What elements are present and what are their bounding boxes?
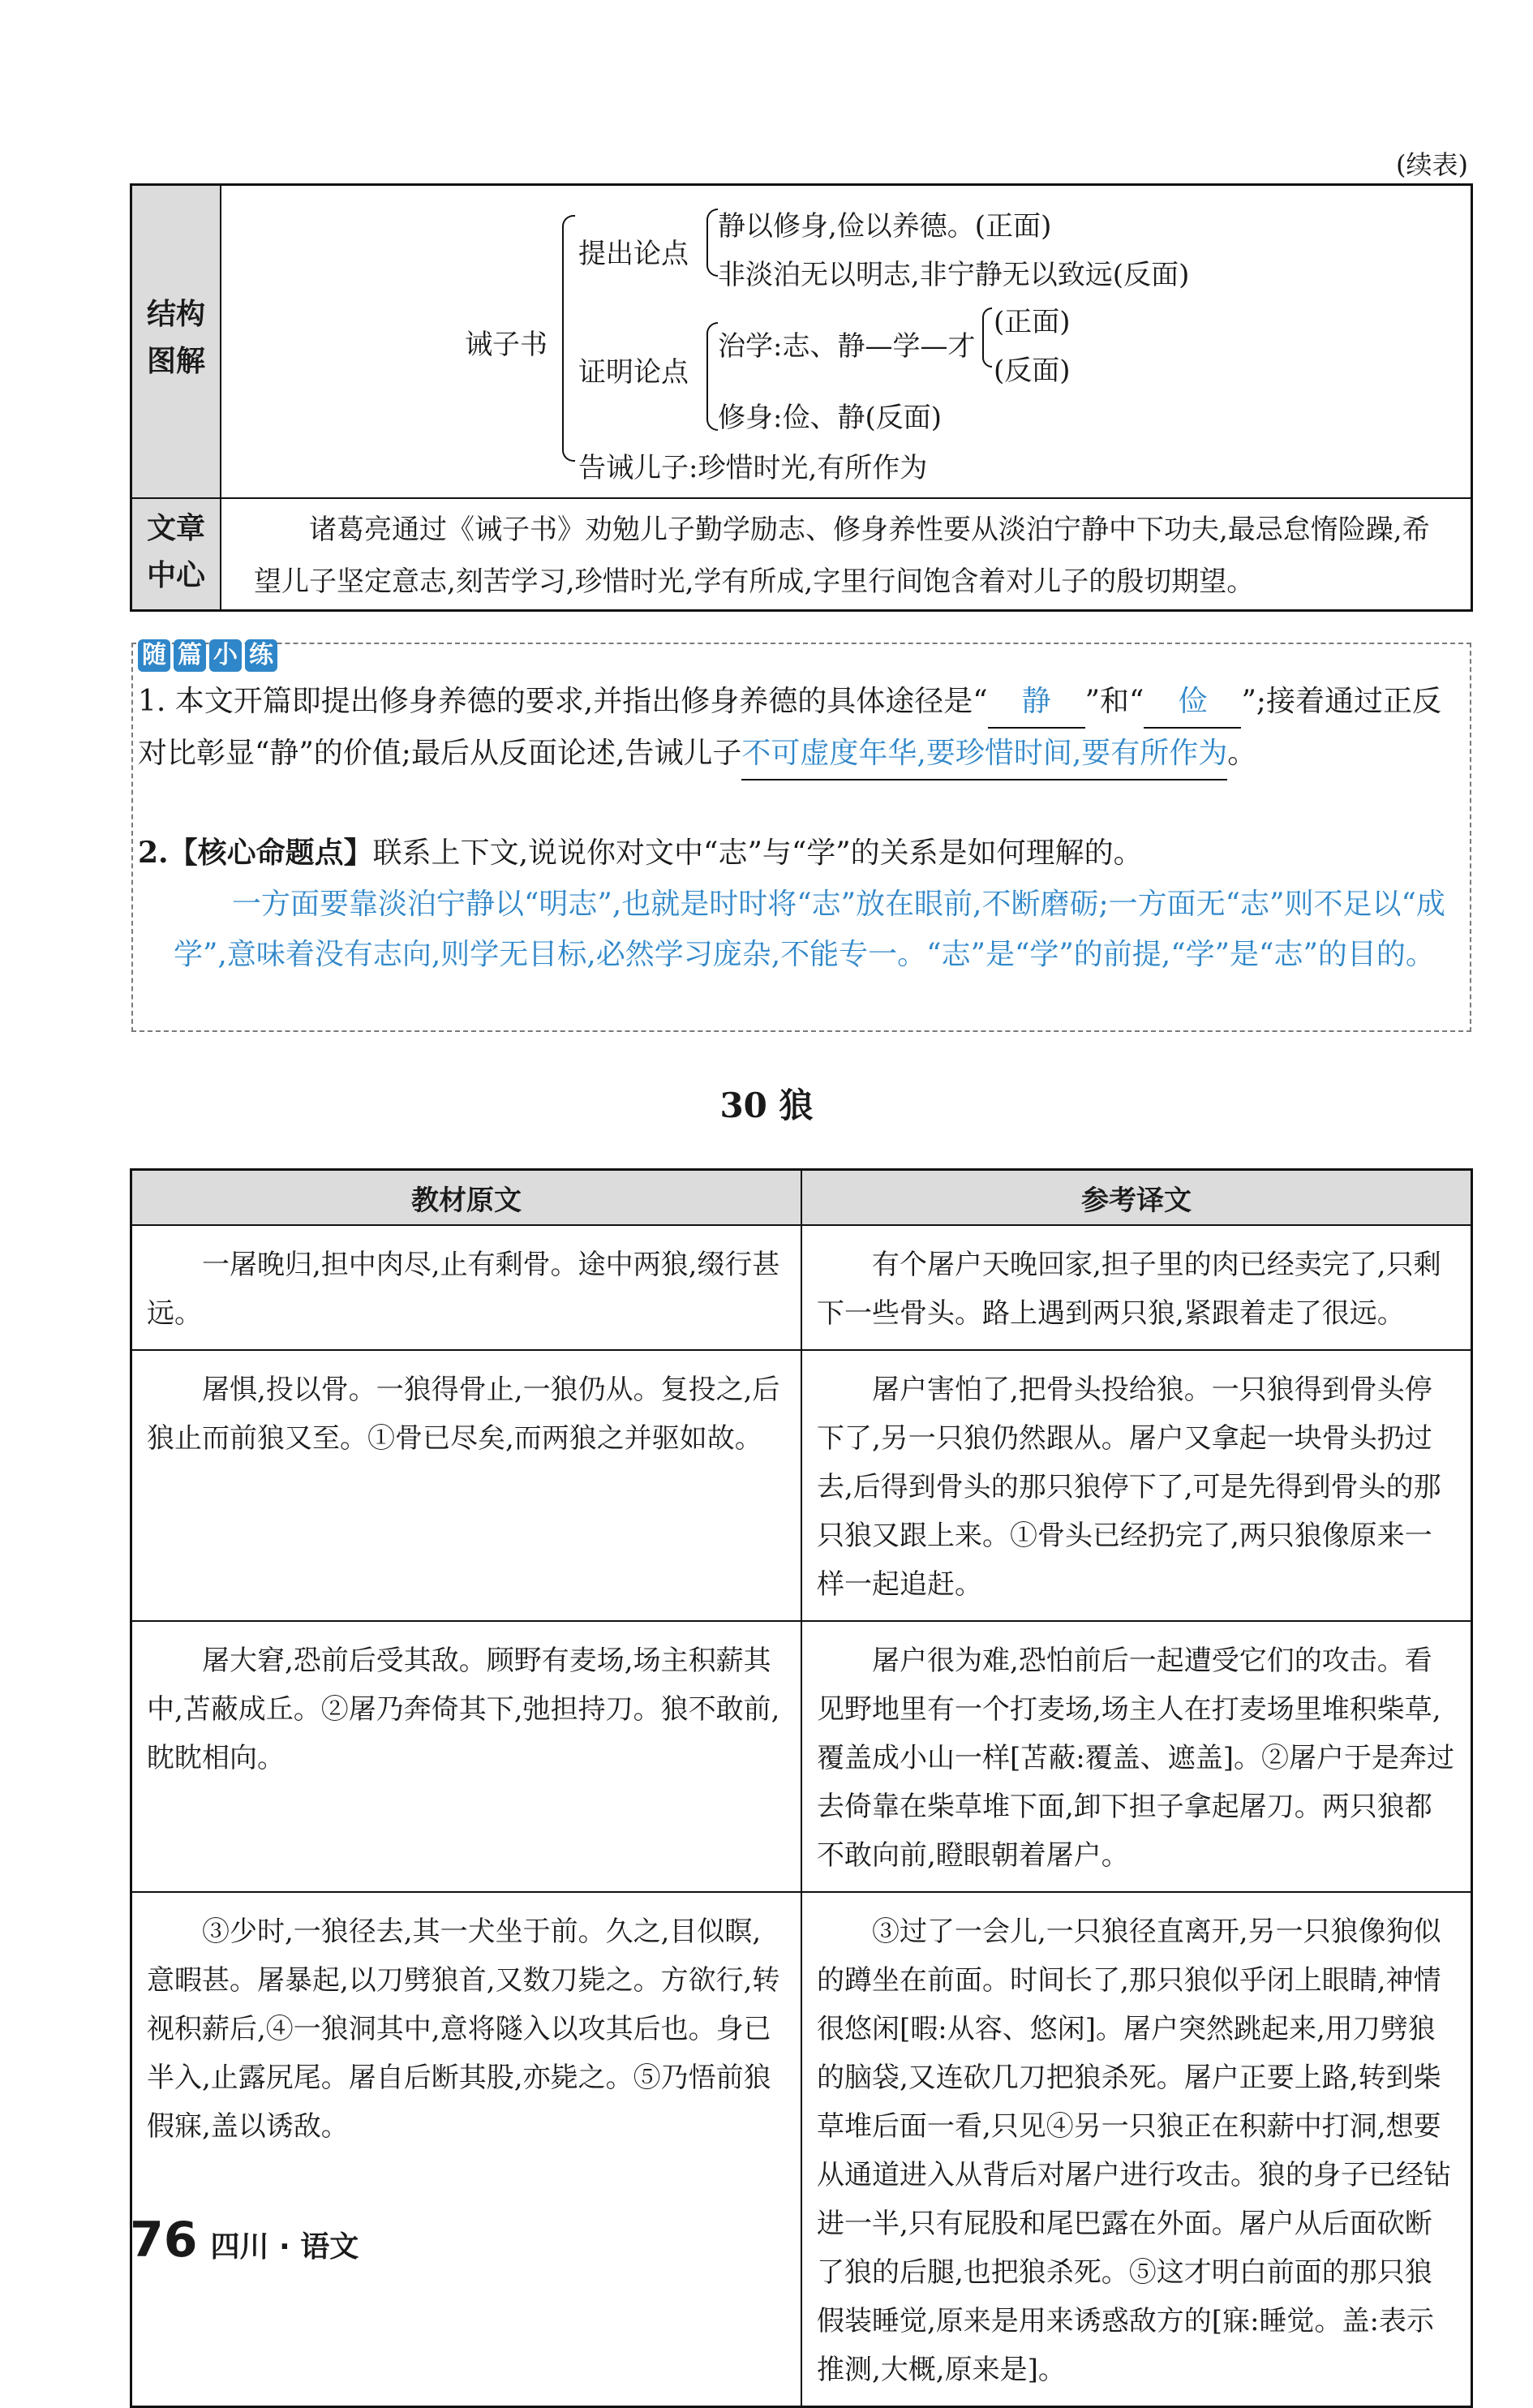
original-cell: 屠大窘,恐前后受其敌。顾野有麦场,场主积薪其中,苫蔽成丘。②屠乃奔倚其下,弛担持刀。狼不敢前,眈眈相向。 [132, 1621, 801, 1892]
claim-item-1: 静以修身,俭以养德。(正面) [718, 210, 1052, 243]
claim-item-2: 非淡泊无以明志,非宁静无以致远(反面) [718, 259, 1190, 291]
study-positive: (正面) [994, 306, 1071, 338]
original-cell: ③少时,一狼径去,其一犬坐于前。久之,目似瞑,意暇甚。屠暴起,以刀劈狼首,又数刀毙之。方欲行,转视积薪后,④一狼洞其中,意将隧入以攻其后也。身已半入,止露尻尾。屠自后断其股,亦毙之。⑤乃悟前狼假寐,盖以诱敌。 [132, 1892, 801, 2406]
page-footer [130, 2212, 359, 2268]
answer-blank-1: 静 [988, 677, 1085, 729]
structure-label: 结构 图解 [132, 186, 221, 497]
branch-proof: 证明论点 [578, 356, 689, 389]
proof-item-study: 治学:志、静—学—才 [718, 330, 976, 363]
header-translation: 参考译文 [801, 1171, 1471, 1225]
question-2: 2.【核心命题点】联系上下文,说说你对文中“志”与“学”的关系是如何理解的。 [138, 836, 1143, 870]
center-label: 文章 中心 [132, 499, 221, 609]
study-negative: (反面) [994, 355, 1071, 387]
practice-box [131, 643, 1471, 1032]
page-number: 76 [130, 2212, 198, 2268]
subject-label: 四川 · 语文 [210, 2230, 359, 2264]
divider [132, 497, 1471, 499]
original-cell: 屠惧,投以骨。一狼得骨止,一狼仍从。复投之,后狼止而前狼又至。①骨已尽矣,而两狼之并驱如故。 [132, 1350, 801, 1621]
answer-blank-3: 不可虚度年华,要珍惜时间,要有所作为 [741, 729, 1227, 780]
branch-claim: 提出论点 [578, 238, 689, 270]
center-text: 诸葛亮通过《诫子书》劝勉儿子勤学励志、修身养性要从淡泊宁静中下功夫,最忌怠惰险躁,希望儿子坚定意志,刻苦学习,珍惜时光,学有所成,字里行间饱含着对儿子的殷切期望。 [254, 514, 1430, 598]
lesson-title: 30 狼 [719, 1086, 814, 1125]
proof-item-self: 修身:俭、静(反面) [718, 402, 942, 434]
proof-brace [706, 322, 718, 431]
diagram-root: 诫子书 [465, 329, 548, 361]
table-row [132, 1892, 1471, 2406]
structure-table [130, 183, 1473, 612]
table-row [132, 1350, 1471, 1621]
table-row [132, 1225, 1471, 1350]
practice-tag: 随 篇 小 练 [138, 639, 277, 672]
answer-blank-2: 俭 [1144, 677, 1241, 729]
translation-cell: ③过了一会儿,一只狼径直离开,另一只狼像狗似的蹲坐在前面。时间长了,那只狼似乎闭上眼睛,神情很悠闲[暇:从容、悠闲]。屠户突然跳起来,用刀劈狼的脑袋,又连砍几刀把狼杀死。屠户正要上路,转到柴草堆后面一看,只见④另一只狼正在积薪中打洞,想要从通道进入从背后对屠户进行攻击。狼的身子已经钻进一半,只有屁股和尾巴露在外面。屠户从后面砍断了狼的后腿,也把狼杀死。⑤这才明白前面的那只狼假装睡觉,原来是用来诱惑敌方的[寐:睡觉。盖:表示推测,大概,原来是]。 [801, 1892, 1471, 2406]
header-original: 教材原文 [132, 1171, 801, 1225]
translation-cell: 屠户害怕了,把骨头投给狼。一只狼得到骨头停下了,另一只狼仍然跟从。屠户又拿起一块骨头扔过去,后得到骨头的那只狼停下了,可是先得到骨头的那只狼又跟上来。①骨头已经扔完了,两只狼像原来一样一起追赶。 [801, 1350, 1471, 1621]
translation-cell: 屠户很为难,恐怕前后一起遭受它们的攻击。看见野地里有一个打麦场,场主人在打麦场里堆积柴草,覆盖成小山一样[苫蔽:覆盖、遮盖]。②屠户于是奔过去倚靠在柴草堆下面,卸下担子拿起屠刀。两只狼都不敢向前,瞪眼朝着屠户。 [801, 1621, 1471, 1892]
root-brace [562, 215, 575, 462]
claim-brace [706, 209, 718, 277]
original-cell: 一屠晚归,担中肉尽,止有剩骨。途中两狼,缀行甚远。 [132, 1225, 801, 1350]
translation-cell: 有个屠户天晚回家,担子里的肉已经卖完了,只剩下一些骨头。路上遇到两只狼,紧跟着走了很远。 [801, 1225, 1471, 1350]
continued-label: (续表) [1396, 149, 1468, 180]
study-brace [982, 307, 992, 368]
question-1: 1. 本文开篇即提出修身养德的要求,并指出修身养德的具体途径是“ 静 ”和“ 俭 ”;接着通过正反对比彰显“静”的价值;最后从反面论述,告诫儿子不可虚度年华,要珍惜时间,要有所作为。 [138, 677, 1462, 780]
question-2-answer: 一方面要靠淡泊宁静以“明志”,也就是时时将“志”放在眼前,不断磨砺;一方面无“志”则不足以“成学”,意味着没有志向,则学无目标,必然学习庞杂,不能专一。“志”是“学”的前提,“学”是“志”的目的。 [174, 888, 1445, 971]
branch-warn: 告诫儿子:珍惜时光,有所作为 [578, 452, 928, 484]
table-row [132, 1621, 1471, 1892]
